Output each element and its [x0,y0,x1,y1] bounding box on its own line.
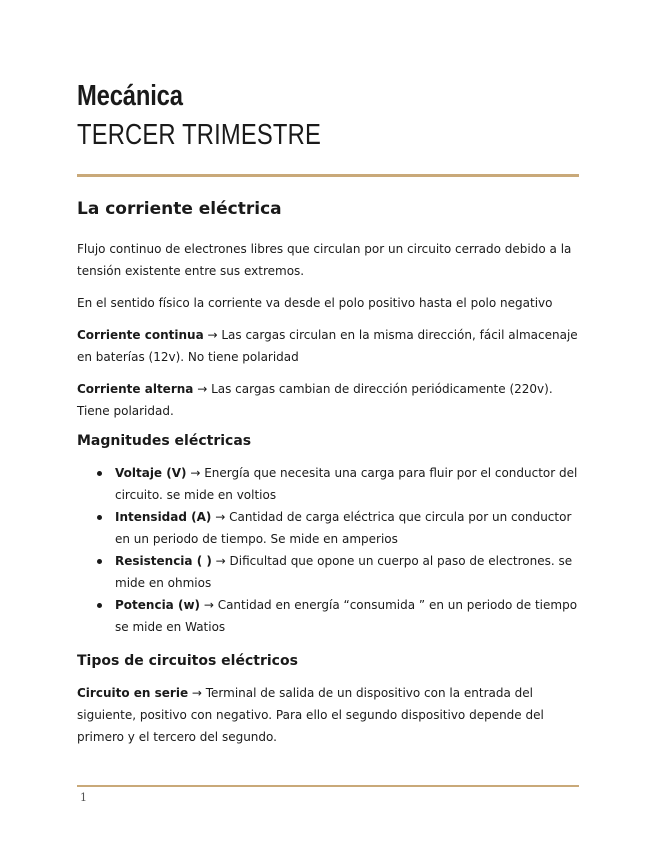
footer-divider [77,785,579,787]
page-title: Mecánica [77,80,183,112]
paragraph-circuito-serie [77,682,579,748]
term-resistencia: Resistencia ( ) [115,554,212,568]
paragraph-corriente-continua [77,324,579,368]
term-corriente-alterna: Corriente alterna [77,382,194,396]
definition-circuito-serie: → Terminal de salida de un dispositivo con la entrada del siguiente, positivo con negativo. Para ello el segundo dispositivo depende del primero y el tercero del segundo. [77,686,544,744]
term-corriente-continua: Corriente continua [77,328,204,342]
page-number: 1 [80,791,87,804]
document-body [77,196,579,758]
list-item [77,462,579,506]
section-heading-tipos: Tipos de circuitos eléctricos [77,653,298,669]
term-potencia: Potencia (w) [115,598,201,612]
definition-intensidad: → Cantidad de carga eléctrica que circula por un conductor en un periodo de tiempo. Se mide en amperios [115,510,572,546]
section-heading-corriente: La corriente eléctrica [77,199,282,219]
definition-potencia: → Cantidad en energía “consumida ” en un periodo de tiempo se mide en Watios [115,598,578,634]
bullet-icon [97,471,102,476]
bullet-icon [97,559,102,564]
term-circuito-serie: Circuito en serie [77,686,189,700]
definition-corriente-continua: → Las cargas circulan en la misma dirección, fácil almacenaje en baterías (12v). No tiene polaridad [77,328,578,364]
bullet-icon [97,603,102,608]
definition-resistencia: → Dificultad que opone un cuerpo al paso de electrones. se mide en ohmios [115,554,573,590]
page-subtitle: TERCER TRIMESTRE [77,119,321,151]
paragraph-sentido: En el sentido físico la corriente va desde el polo positivo hasta el polo negativo [77,296,553,310]
term-voltaje: Voltaje (V) [115,466,187,480]
section-heading-magnitudes: Magnitudes eléctricas [77,433,252,449]
bullet-icon [97,515,102,520]
magnitudes-list [77,462,579,638]
term-intensidad: Intensidad (A) [115,510,212,524]
definition-corriente-alterna: → Las cargas cambian de dirección periódicamente (220v). Tiene polaridad. [77,382,553,418]
list-item [77,550,579,594]
list-item [77,506,579,550]
header-divider [77,174,579,177]
paragraph-definicion: Flujo continuo de electrones libres que circulan por un circuito cerrado debido a la tensión existente entre sus extremos. [77,242,572,278]
definition-voltaje: → Energía que necesita una carga para fluir por el conductor del circuito. se mide en voltios [115,466,578,502]
paragraph-corriente-alterna [77,378,579,422]
list-item [77,594,579,638]
